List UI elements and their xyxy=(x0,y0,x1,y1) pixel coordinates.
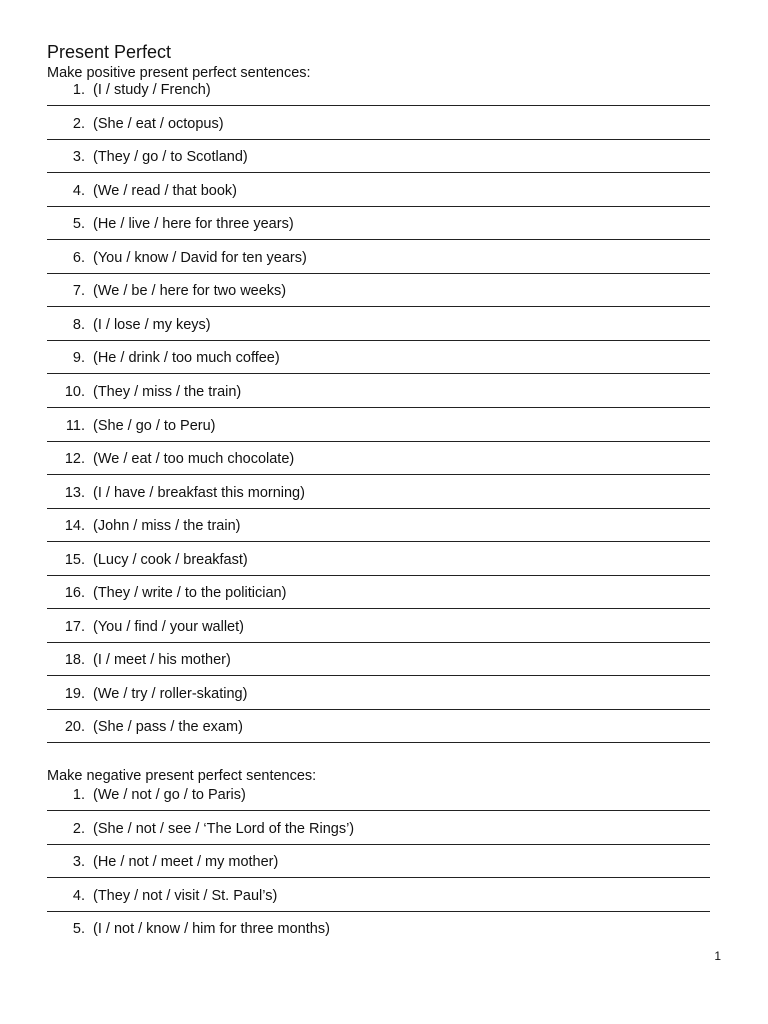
item-prompt: (We / read / that book) xyxy=(93,182,237,199)
exercise-item xyxy=(0,920,768,954)
item-number: 2. xyxy=(72,115,85,132)
item-prompt: (He / live / here for three years) xyxy=(93,216,294,233)
exercise-item xyxy=(0,517,768,551)
exercise-item xyxy=(0,81,768,115)
item-number: 1. xyxy=(72,82,85,98)
exercise-item xyxy=(0,584,768,618)
answer-line[interactable] xyxy=(47,575,710,576)
exercise-item xyxy=(0,484,768,518)
answer-line[interactable] xyxy=(47,709,710,710)
answer-line[interactable] xyxy=(47,105,710,106)
answer-line[interactable] xyxy=(47,911,710,912)
item-number: 3. xyxy=(72,149,85,166)
item-prompt: (You / know / David for ten years) xyxy=(93,249,307,266)
section-instruction: Make positive present perfect sentences: xyxy=(47,65,311,81)
page-title: Present Perfect xyxy=(47,42,172,62)
exercise-item xyxy=(0,417,768,451)
answer-line[interactable] xyxy=(47,273,710,274)
item-number: 7. xyxy=(72,283,85,300)
item-prompt: (She / eat / octopus) xyxy=(93,115,224,132)
exercise-item xyxy=(0,282,768,316)
exercise-item xyxy=(0,316,768,350)
answer-line[interactable] xyxy=(47,810,710,811)
item-number: 12. xyxy=(64,451,85,468)
answer-line[interactable] xyxy=(47,508,710,509)
item-number: 4. xyxy=(72,182,85,199)
item-prompt: (We / try / roller-skating) xyxy=(93,685,248,702)
answer-line[interactable] xyxy=(47,675,710,676)
answer-line[interactable] xyxy=(47,877,710,878)
item-number: 19. xyxy=(64,685,85,702)
exercise-item xyxy=(0,551,768,585)
answer-line[interactable] xyxy=(47,407,710,408)
item-number: 6. xyxy=(72,249,85,266)
exercise-item xyxy=(0,148,768,182)
item-number: 15. xyxy=(64,551,85,568)
answer-line[interactable] xyxy=(47,474,710,475)
exercise-item xyxy=(0,383,768,417)
item-prompt: (She / not / see / ‘The Lord of the Rings’) xyxy=(93,820,355,837)
exercise-item xyxy=(0,685,768,719)
item-number: 14. xyxy=(64,518,85,535)
item-number: 13. xyxy=(64,484,85,501)
item-number: 10. xyxy=(64,383,85,400)
answer-line[interactable] xyxy=(47,206,710,207)
answer-line[interactable] xyxy=(47,373,710,374)
answer-line[interactable] xyxy=(47,239,710,240)
answer-line[interactable] xyxy=(47,642,710,643)
answer-line[interactable] xyxy=(47,742,710,743)
item-prompt: (I / not / know / him for three months) xyxy=(93,921,330,937)
exercise-item xyxy=(0,651,768,685)
item-prompt: (I / have / breakfast this morning) xyxy=(93,484,305,501)
exercise-item xyxy=(0,182,768,216)
item-prompt: (You / find / your wallet) xyxy=(93,618,244,635)
exercise-item xyxy=(0,718,768,752)
item-prompt: (John / miss / the train) xyxy=(93,518,241,535)
item-prompt: (We / be / here for two weeks) xyxy=(93,283,287,300)
item-number: 5. xyxy=(72,921,85,937)
exercise-item xyxy=(0,349,768,383)
answer-line[interactable] xyxy=(47,844,710,845)
item-number: 18. xyxy=(64,652,85,669)
answer-line[interactable] xyxy=(47,139,710,140)
item-prompt: (Lucy / cook / breakfast) xyxy=(93,551,248,568)
answer-line[interactable] xyxy=(47,172,710,173)
item-prompt: (She / pass / the exam) xyxy=(93,719,243,736)
item-prompt: (We / not / go / to Paris) xyxy=(93,787,246,803)
item-number: 17. xyxy=(64,618,85,635)
item-number: 4. xyxy=(72,887,85,904)
answer-line[interactable] xyxy=(47,441,710,442)
item-number: 20. xyxy=(64,719,85,736)
exercise-item xyxy=(0,115,768,149)
item-prompt: (He / drink / too much coffee) xyxy=(93,350,280,367)
item-number: 8. xyxy=(72,316,85,333)
exercise-item xyxy=(0,450,768,484)
item-prompt: (I / lose / my keys) xyxy=(93,316,211,333)
exercise-item xyxy=(0,820,768,854)
item-prompt: (They / not / visit / St. Paul’s) xyxy=(93,887,278,904)
answer-line[interactable] xyxy=(47,306,710,307)
exercise-item xyxy=(0,786,768,820)
item-number: 1. xyxy=(72,787,85,803)
exercise-item xyxy=(0,853,768,887)
item-prompt: (They / go / to Scotland) xyxy=(93,149,248,166)
item-number: 11. xyxy=(65,417,85,434)
exercise-item xyxy=(0,618,768,652)
item-prompt: (They / write / to the politician) xyxy=(93,585,287,602)
exercise-item xyxy=(0,249,768,283)
item-prompt: (We / eat / too much chocolate) xyxy=(93,451,295,468)
page-number: 1 xyxy=(714,949,721,963)
item-number: 3. xyxy=(72,854,85,870)
item-prompt: (She / go / to Peru) xyxy=(93,417,216,434)
item-prompt: (He / not / meet / my mother) xyxy=(93,854,279,870)
item-number: 9. xyxy=(72,350,85,367)
item-prompt: (I / meet / his mother) xyxy=(93,652,231,669)
section-instruction: Make negative present perfect sentences: xyxy=(47,768,317,784)
answer-line[interactable] xyxy=(47,608,710,609)
item-number: 2. xyxy=(72,820,85,837)
answer-line[interactable] xyxy=(47,541,710,542)
exercise-item xyxy=(0,215,768,249)
item-number: 16. xyxy=(64,585,85,602)
item-number: 5. xyxy=(72,216,85,233)
item-prompt: (They / miss / the train) xyxy=(93,383,242,400)
item-prompt: (I / study / French) xyxy=(93,82,211,98)
exercise-item xyxy=(0,887,768,921)
answer-line[interactable] xyxy=(47,340,710,341)
